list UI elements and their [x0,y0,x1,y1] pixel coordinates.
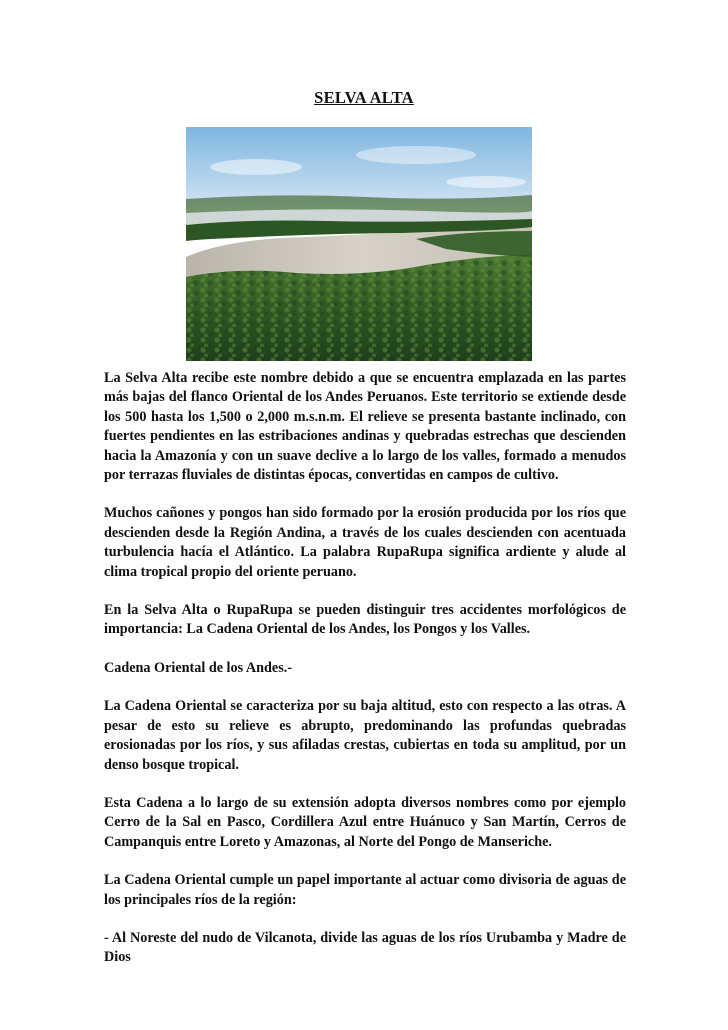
paragraph-intro: La Selva Alta recibe este nombre debido a que se encuentra emplazada en las partes más bajas del flanco Oriental de los Andes Peruanos. Este territorio se extiende desde los 500 hasta los 1,500 o 2,000 m.s.n.m. El relieve se presenta bastante inclinado, con fuertes pendientes en las estribaciones andinas y quebradas estrechas que descienden hacia la Amazonía y con un suave declive a lo largo de los valles, formado a menudos por terrazas fluviales de distintas épocas, convertidas en campos de cultivo. [104,370,626,484]
paragraph-canyons: Muchos cañones y pongos han sido formado por la erosión producida por los ríos que descienden desde la Región Andina, a través de los cuales descienden con acentuada turbulencia hacía el Atlántico. La palabra RupaRupa significa ardiente y alude al clima tropical propio del oriente peruano. [104,505,626,580]
aerial-river-jungle-photo [186,127,532,361]
list-item-vilcanota: - Al Noreste del nudo de Vilcanota, divide las aguas de los ríos Urubamba y Madre de Dios [104,929,626,966]
paragraph-morphology: En la Selva Alta o RupaRupa se pueden distinguir tres accidentes morfológicos de importancia: La Cadena Oriental de los Andes, los Pongos y los Valles. [104,602,626,638]
section-heading: Cadena Oriental de los Andes.- [104,659,292,676]
paragraph-cadena-oriental: La Cadena Oriental se caracteriza por su baja altitud, esto con respecto a las otras. A pesar de esto su relieve es abrupto, predominando las profundas quebradas erosionadas por los ríos, y sus afiladas crestas, cubiertas en toda su amplitud, por un denso bosque tropical. [104,698,626,773]
paragraph-names: Esta Cadena a lo largo de su extensión adopta diversos nombres como por ejemplo Cerro de la Sal en Pasco, Cordillera Azul entre Huánuco y San Martín, Cerros de Campanquis entre Loreto y Amazonas, al Norte del Pongo de Manseriche. [104,794,626,850]
paragraph-divisoria: La Cadena Oriental cumple un papel importante al actuar como divisoria de aguas de los principales ríos de la región: [104,872,626,908]
body-text [104,369,626,987]
page-title: SELVA ALTA [314,88,414,107]
